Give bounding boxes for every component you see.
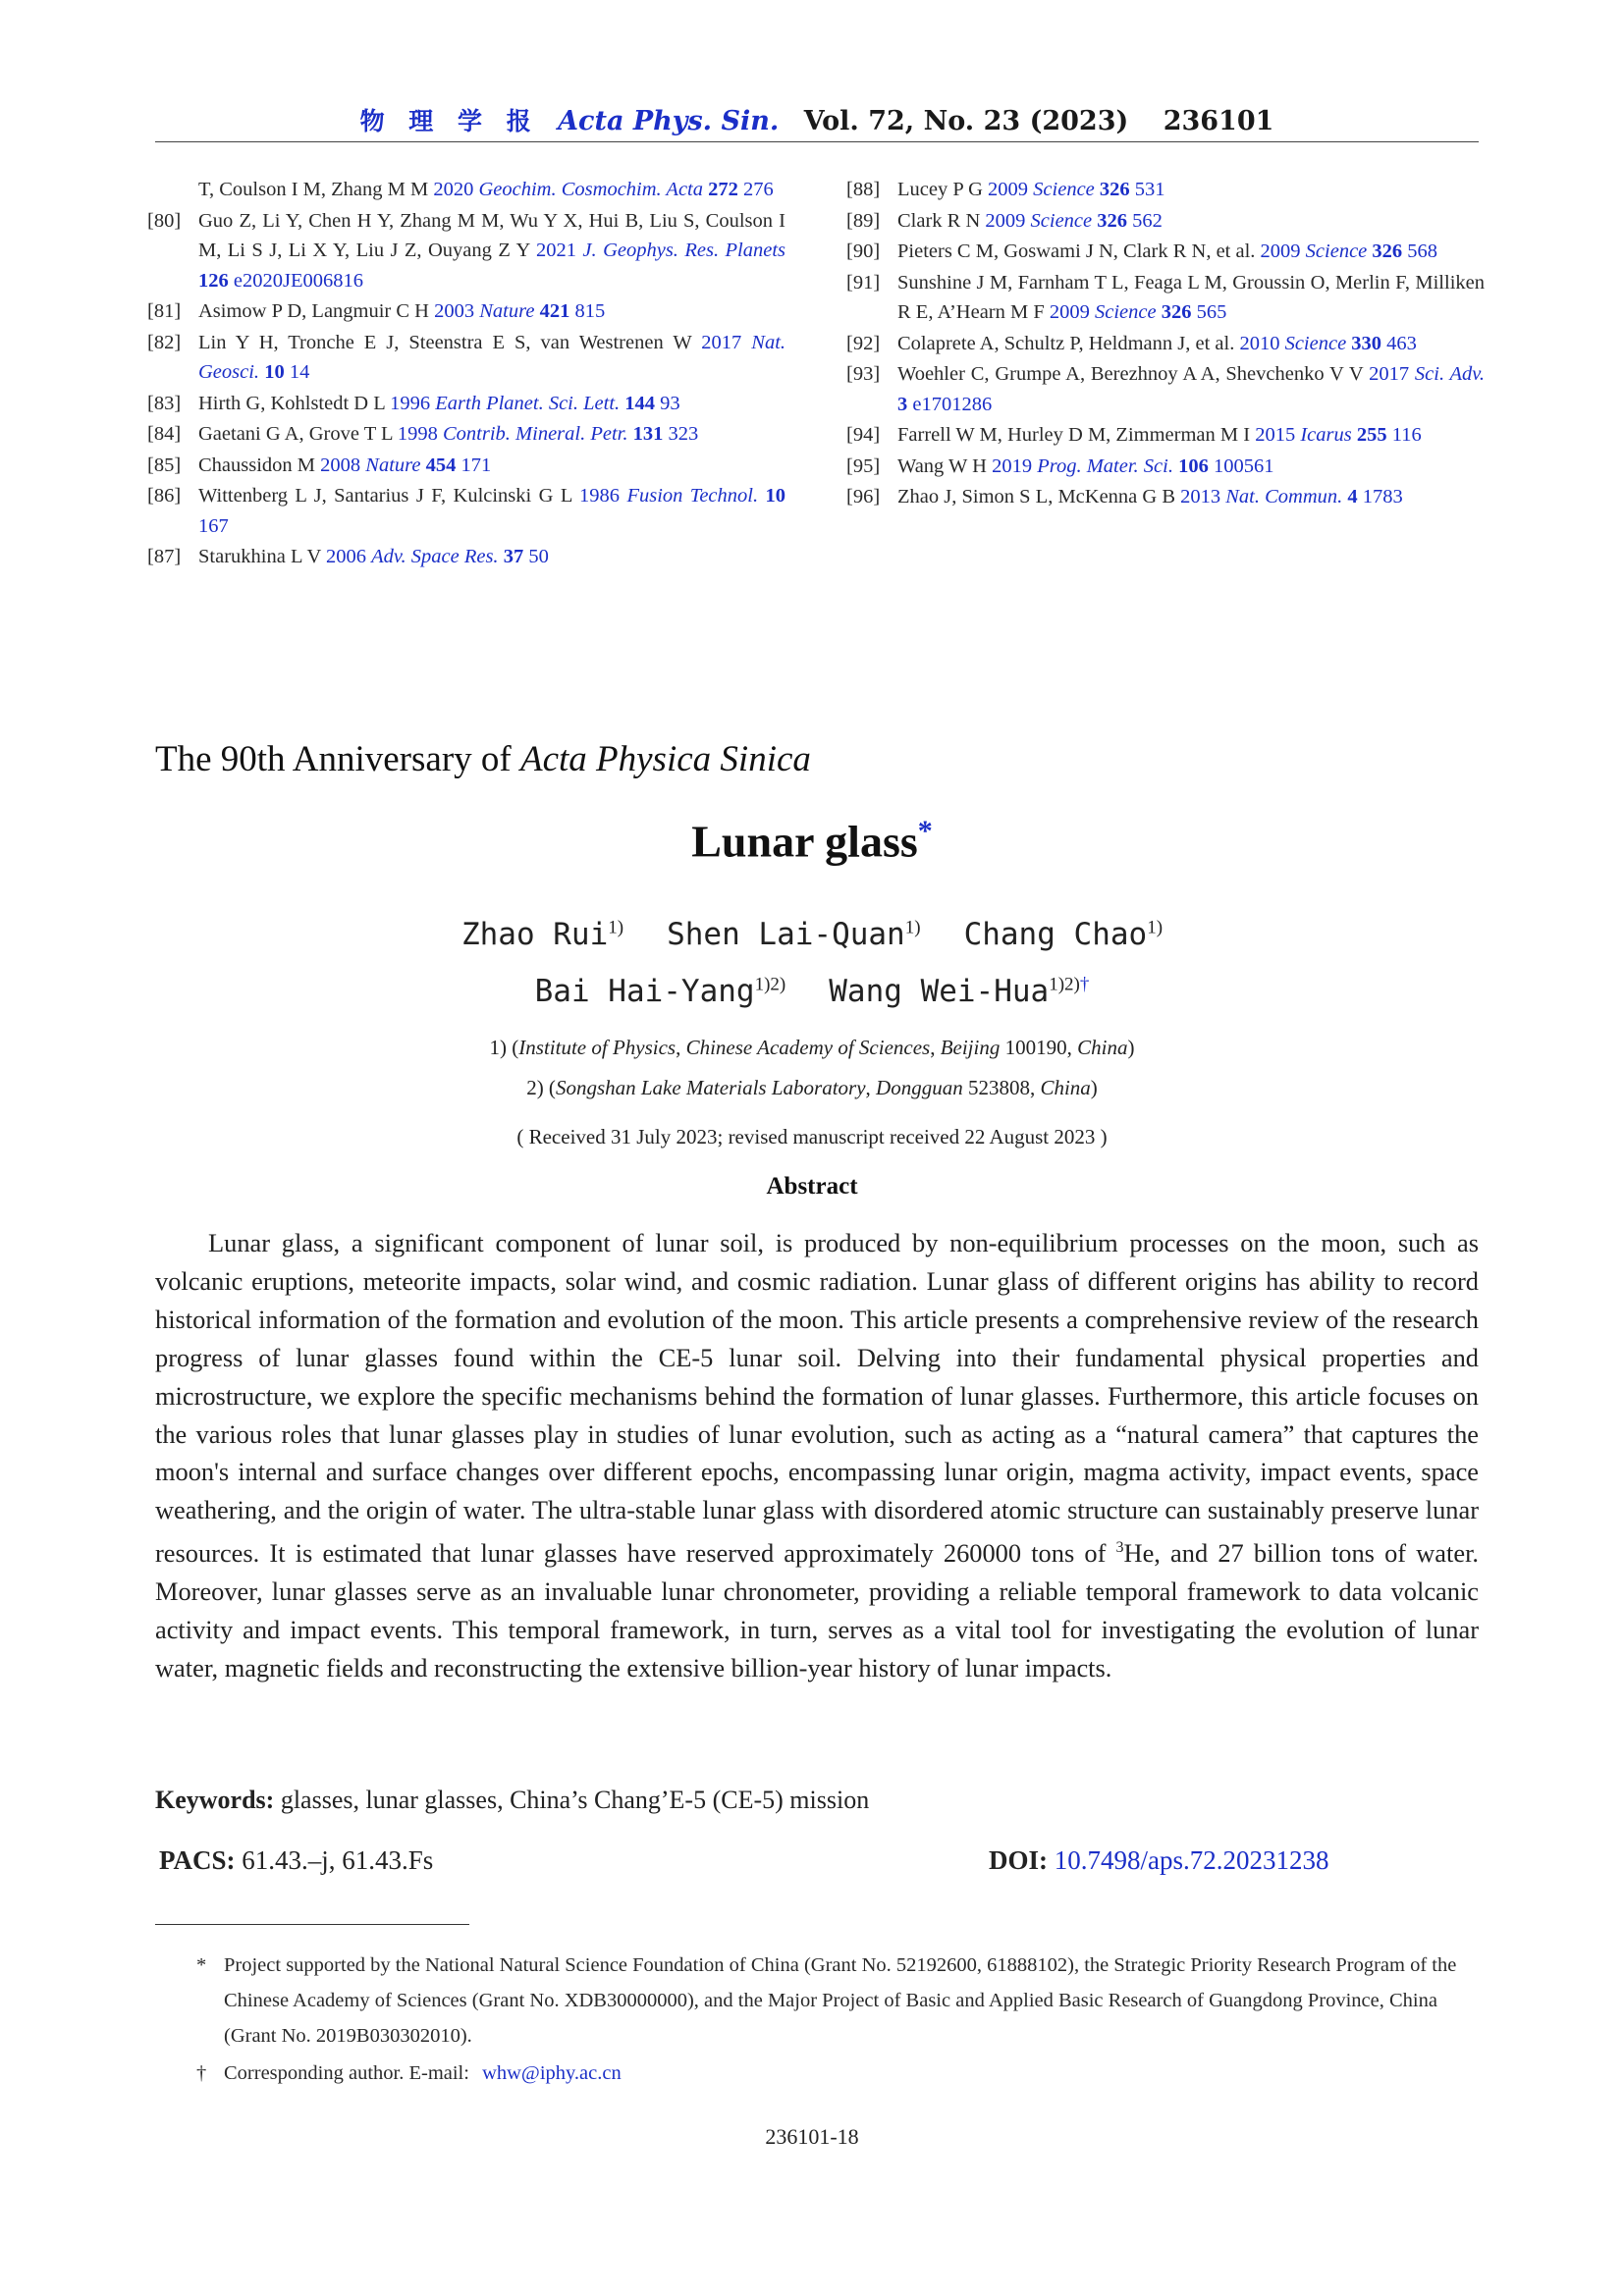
author-name-text: Zhao Rui	[460, 917, 609, 952]
reference-number: [83]	[147, 392, 182, 414]
anniversary-journal: Acta Physica Sinica	[519, 739, 811, 779]
author-affiliation-number: 1)	[608, 917, 624, 938]
ref-page-link[interactable]: 463	[1386, 332, 1417, 354]
ref-journal-link[interactable]: Nat. Geosci.	[198, 331, 786, 383]
article-title-text: Lunar glass	[691, 816, 918, 867]
reference-text: Chaussidon M	[198, 454, 321, 476]
ref-journal-link[interactable]: Science	[1305, 240, 1368, 262]
reference-number: [89]	[846, 209, 881, 232]
ref-journal-link[interactable]: J. Geophys. Res. Planets	[582, 240, 785, 261]
footnote-rule	[155, 1924, 469, 1925]
author-affiliation-number: 1)	[904, 917, 921, 938]
ref-journal-link[interactable]: Science	[1095, 301, 1157, 323]
author-list-row-1	[0, 917, 1624, 952]
reference-text	[897, 482, 1485, 512]
ref-page-link[interactable]: 171	[460, 454, 492, 476]
ref-journal-link[interactable]: Science	[1033, 179, 1095, 200]
reference-text: Hirth G, Kohlstedt D L	[198, 392, 391, 414]
funding-footnote-mark: *	[196, 1954, 207, 1976]
ref-year-link[interactable]: 2020	[433, 179, 474, 200]
ref-journal-link[interactable]: Prog. Mater. Sci.	[1037, 454, 1173, 477]
ref-year-link[interactable]: 2015	[1255, 424, 1296, 446]
ref-volume-link[interactable]: 131	[632, 423, 664, 445]
reference-item	[846, 329, 1485, 359]
ref-volume-link[interactable]: 144	[624, 392, 656, 414]
affiliation-italic: China	[1077, 1036, 1128, 1059]
reference-text: Lin Y H, Tronche E J, Steenstra E S, van Westrenen W	[198, 331, 702, 353]
reference-text	[897, 452, 1485, 482]
funding-footnote-text: Project supported by the National Natural Science Foundation of China (Grant No. 52192600, 61888102), the Strategic Priority Research Program of the Chinese Academy of Sciences (Grant No. XDB30000000), and the Major Project of Basic and Applied Basic Research of Guangdong Province, China (Grant No. 2019B030302010).	[224, 1954, 1457, 2047]
abstract-text-part-2: He, and 27 billion tons of water. Moreover, lunar glasses serve as an invaluable lunar chronometer, providing a reliable temporal framework to data volcanic activity and impact events. This temporal framework, in turn, serves as a vital tool for investigating the evolution of lunar water, magnetic fields and reconstructing the extensive billion-year history of lunar impacts.	[155, 1538, 1479, 1682]
reference-number: [92]	[846, 332, 881, 354]
reference-number: [88]	[846, 179, 881, 200]
ref-page-link[interactable]: e2020JE006816	[233, 269, 363, 292]
doi-link[interactable]: 10.7498/aps.72.20231238	[1054, 1845, 1329, 1875]
reference-number: [90]	[846, 240, 881, 262]
ref-journal-link[interactable]: Science	[1030, 209, 1093, 232]
doi-label: DOI:	[989, 1845, 1048, 1875]
ref-page-link[interactable]: 93	[660, 392, 680, 414]
reference-item	[147, 175, 785, 205]
received-dates: ( Received 31 July 2023; revised manuscript received 22 August 2023 )	[516, 1125, 1108, 1148]
reference-text	[897, 268, 1485, 328]
reference-text: Sunshine J M, Farnham T L, Feaga L M, Groussin O, Merlin F, Milliken R E, A’Hearn M F	[897, 271, 1485, 323]
reference-text: Gaetani G A, Grove T L	[198, 423, 398, 445]
affiliation-text: 100190,	[1000, 1036, 1078, 1059]
running-header	[155, 102, 1479, 137]
reference-text	[198, 419, 785, 450]
ref-year-link[interactable]: 2021	[535, 240, 576, 261]
affiliation-text: ,	[676, 1036, 686, 1059]
journal-name-english[interactable]: Acta Phys. Sin.	[558, 106, 780, 136]
anniversary-banner	[155, 738, 811, 780]
reference-number: [82]	[147, 331, 182, 353]
ref-year-link[interactable]: 2017	[701, 331, 742, 353]
affiliation-italic: Songshan Lake Materials Laboratory	[555, 1076, 866, 1099]
reference-number: [94]	[846, 424, 881, 446]
ref-volume-link[interactable]: 326	[1099, 179, 1130, 200]
reference-number: [95]	[846, 454, 881, 477]
doi	[989, 1845, 1329, 1876]
page-number: 236101-18	[765, 2124, 859, 2149]
affiliation-italic: Beijing	[940, 1036, 1001, 1059]
reference-number: [93]	[846, 363, 881, 385]
reference-text	[897, 175, 1485, 205]
author-affiliation-marker	[755, 975, 786, 995]
ref-page-link[interactable]: 50	[528, 546, 549, 567]
reference-text: Starukhina L V	[198, 546, 327, 567]
reference-text: T, Coulson I M, Zhang M M	[198, 179, 434, 200]
keywords	[155, 1786, 869, 1815]
author-name-text: Bai Hai-Yang	[534, 974, 755, 1009]
ref-year-link[interactable]: 2009	[985, 209, 1026, 232]
article-title	[0, 815, 1624, 867]
abstract-text-part-1: Lunar glass, a significant component of lunar soil, is produced by non-equilibrium processes on the moon, such as volcanic eruptions, meteorite impacts, solar wind, and cosmic radiation. Lunar glass of different origins has ability to record historical information of the formation and evolution of the moon. This article presents a comprehensive review of the research progress of lunar glasses found within the CE-5 lunar soil. Delving into their fundamental physical properties and microstructure, we explore the specific mechanisms behind the formation of lunar glasses. Furthermore, this article focuses on the various roles that lunar glasses play in studies of lunar evolution, such as acting as a “natural camera” that captures the moon's internal and surface changes over different epochs, encompassing lunar origin, magma activity, impact events, space weathering, and the origin of water. The ultra-stable lunar glass with disordered atomic structure can sustainably preserve lunar resources. It is estimated that lunar glasses have reserved approximately 260000 tons of	[155, 1228, 1479, 1569]
affiliation-1	[0, 1036, 1624, 1060]
reference-text: Farrell W M, Hurley D M, Zimmerman M I	[897, 424, 1256, 446]
ref-volume-link[interactable]: 326	[1372, 240, 1403, 262]
reference-text: Clark R N	[897, 209, 986, 232]
ref-page-link[interactable]: 562	[1132, 209, 1163, 232]
ref-year-link[interactable]: 2017	[1369, 363, 1410, 385]
author-affiliation-number: 1)2)	[754, 974, 786, 995]
ref-journal-link[interactable]: Nat. Commun.	[1225, 486, 1343, 507]
author-name-text: Shen Lai-Quan	[667, 917, 905, 952]
ref-page-link[interactable]: 565	[1196, 301, 1227, 323]
reference-text: Lucey P G	[897, 179, 989, 200]
ref-year-link[interactable]: 2013	[1180, 486, 1221, 507]
reference-item	[846, 175, 1485, 205]
volume-citation: Vol. 72, No. 23 (2023)	[803, 106, 1129, 136]
reference-text	[198, 542, 785, 572]
ref-volume-link[interactable]: 454	[425, 454, 457, 476]
reference-item	[147, 451, 785, 481]
author-name	[829, 974, 1089, 1009]
author-name	[667, 917, 920, 952]
reference-text	[897, 359, 1485, 419]
reference-number: [86]	[147, 485, 182, 507]
ref-journal-link[interactable]: Science	[1284, 332, 1347, 354]
reference-number: [85]	[147, 454, 182, 476]
ref-volume-link[interactable]: 326	[1161, 301, 1192, 323]
ref-page-link[interactable]: 276	[743, 179, 774, 200]
ref-year-link[interactable]: 2006	[326, 546, 367, 567]
ref-year-link[interactable]: 1996	[390, 392, 431, 414]
reference-item	[147, 481, 785, 541]
ref-volume-link[interactable]: 326	[1097, 209, 1127, 232]
pacs	[159, 1845, 433, 1876]
reference-text: Asimow P D, Langmuir C H	[198, 300, 435, 322]
ref-journal-link[interactable]: Sci. Adv.	[1414, 363, 1485, 385]
reference-number: [80]	[147, 209, 182, 232]
reference-text	[198, 481, 785, 541]
reference-number: [96]	[846, 486, 881, 507]
reference-number: [81]	[147, 300, 182, 322]
affiliation-italic: Institute of Physics	[518, 1036, 677, 1059]
ref-volume-link[interactable]: 10	[765, 485, 786, 507]
author-name	[535, 974, 786, 1009]
affiliation-text: 523808,	[962, 1076, 1041, 1099]
ref-volume-link[interactable]: 3	[897, 393, 908, 415]
reference-item	[147, 328, 785, 388]
reference-text	[897, 420, 1485, 451]
ref-year-link[interactable]: 2019	[992, 454, 1033, 477]
affiliation-italic: China	[1040, 1076, 1091, 1099]
pacs-label: PACS:	[159, 1845, 236, 1875]
keywords-value: glasses, lunar glasses, China’s Chang’E-5 (CE-5) mission	[274, 1786, 870, 1814]
ref-page-link[interactable]: 1783	[1362, 486, 1403, 507]
corresponding-author-dagger[interactable]: †	[1079, 974, 1090, 995]
reference-text: Colaprete A, Schultz P, Heldmann J, et al.	[897, 332, 1240, 354]
reference-text	[897, 329, 1485, 359]
reference-item	[147, 542, 785, 572]
ref-volume-link[interactable]: 272	[708, 179, 738, 200]
ref-volume-link[interactable]: 106	[1178, 454, 1209, 477]
corresponding-author-footnote	[196, 2056, 1479, 2091]
reference-text	[198, 328, 785, 388]
ref-journal-link[interactable]: Fusion Technol.	[626, 485, 759, 507]
funding-footnote	[196, 1948, 1479, 2054]
author-name-text: Wang Wei-Hua	[829, 974, 1050, 1009]
author-name-text: Chang Chao	[963, 917, 1148, 952]
author-name	[461, 917, 623, 952]
author-affiliation-marker	[1147, 918, 1163, 938]
reference-text: Wang W H	[897, 454, 993, 477]
reference-text: Wittenberg L J, Santarius J F, Kulcinski G L	[198, 485, 580, 507]
reference-number: [84]	[147, 423, 182, 445]
reference-text	[198, 206, 785, 296]
ref-year-link[interactable]: 2003	[434, 300, 475, 322]
header-rule	[155, 141, 1479, 142]
reference-text	[897, 206, 1485, 237]
author-name	[964, 917, 1163, 952]
reference-text	[198, 389, 785, 419]
reference-text	[198, 451, 785, 481]
ref-year-link[interactable]: 1986	[579, 485, 621, 507]
ref-year-link[interactable]: 1998	[397, 423, 438, 445]
reference-item	[846, 206, 1485, 237]
reference-text	[758, 485, 765, 507]
ref-year-link[interactable]: 2009	[1260, 240, 1301, 262]
corresponding-author-mark: †	[196, 2062, 207, 2084]
author-affiliation-marker	[608, 918, 623, 938]
reference-item	[846, 452, 1485, 482]
ref-page-link[interactable]: 323	[668, 423, 699, 445]
ref-journal-link[interactable]: Geochim. Cosmochim. Acta	[478, 179, 703, 200]
ref-journal-link[interactable]: Earth Planet. Sci. Lett.	[435, 392, 621, 414]
author-affiliation-marker	[1049, 975, 1089, 995]
ref-page-link[interactable]: 568	[1407, 240, 1438, 262]
ref-journal-link[interactable]: Adv. Space Res.	[371, 546, 499, 567]
ref-year-link[interactable]: 2009	[988, 179, 1029, 200]
reference-item	[846, 420, 1485, 451]
reference-item	[846, 268, 1485, 328]
ref-page-link[interactable]: e1701286	[912, 393, 993, 415]
reference-text: Guo Z, Li Y, Chen H Y, Zhang M M, Wu Y X, Hui B, Liu S, Coulson I M, Li S J, Li X Y, Liu J Z, Ouyang Z Y	[198, 209, 785, 261]
anniversary-prefix: The 90th Anniversary of	[155, 739, 520, 779]
reference-item	[147, 389, 785, 419]
helium-isotope-superscript: 3	[1115, 1539, 1124, 1557]
affiliation-2	[0, 1076, 1624, 1100]
ref-page-link[interactable]: 531	[1134, 179, 1165, 200]
ref-volume-link[interactable]: 126	[198, 269, 229, 292]
affiliation-number: 2) (	[526, 1076, 556, 1099]
reference-number: [87]	[147, 546, 182, 567]
references-right-column	[846, 175, 1485, 513]
reference-number: [91]	[846, 271, 881, 294]
ref-journal-link[interactable]: Nature	[365, 454, 421, 476]
ref-page-link[interactable]: 116	[1391, 424, 1422, 446]
ref-year-link[interactable]: 2010	[1239, 332, 1280, 354]
reference-item	[147, 419, 785, 450]
corresponding-author-label: Corresponding author. E-mail:	[224, 2062, 469, 2084]
ref-volume-link[interactable]: 10	[264, 361, 285, 383]
reference-text: Woehler C, Grumpe A, Berezhnoy A A, Shevchenko V V	[897, 363, 1370, 385]
article-number: 236101	[1163, 106, 1274, 136]
reference-item	[846, 359, 1485, 419]
ref-year-link[interactable]: 2008	[320, 454, 361, 476]
ref-year-link[interactable]: 2009	[1049, 301, 1090, 323]
affiliation-close-paren: )	[1090, 1076, 1098, 1099]
corresponding-author-email-link[interactable]: whw@iphy.ac.cn	[482, 2062, 622, 2084]
reference-item	[147, 206, 785, 296]
pacs-value: 61.43.–j, 61.43.Fs	[235, 1845, 434, 1875]
reference-text	[897, 237, 1485, 267]
ref-page-link[interactable]: 100561	[1213, 454, 1274, 477]
ref-volume-link[interactable]: 330	[1351, 332, 1382, 354]
reference-text	[198, 175, 785, 205]
affiliation-italic: Chinese Academy of Sciences	[685, 1036, 931, 1059]
references-left-column	[147, 175, 785, 573]
ref-volume-link[interactable]: 255	[1356, 424, 1387, 446]
reference-text: Pieters C M, Goswami J N, Clark R N, et al.	[897, 240, 1261, 262]
author-affiliation-number: 1)2)	[1049, 974, 1080, 995]
affiliation-italic: Dongguan	[876, 1076, 963, 1099]
reference-item	[147, 296, 785, 327]
funding-footnote-link[interactable]: *	[917, 815, 933, 847]
ref-journal-link[interactable]: Nature	[479, 300, 535, 322]
abstract-heading: Abstract	[766, 1173, 858, 1200]
reference-text: Zhao J, Simon S L, McKenna G B	[897, 486, 1181, 507]
affiliation-text: ,	[865, 1076, 877, 1099]
ref-page-link[interactable]: 815	[574, 300, 606, 322]
author-list-row-2	[0, 974, 1624, 1009]
author-affiliation-marker	[905, 918, 921, 938]
affiliation-number: 1) (	[489, 1036, 519, 1059]
ref-journal-link[interactable]: Icarus	[1300, 424, 1352, 446]
ref-page-link[interactable]: 167	[198, 514, 229, 537]
ref-journal-link[interactable]: Contrib. Mineral. Petr.	[443, 423, 628, 445]
reference-item	[846, 482, 1485, 512]
affiliation-text: ,	[930, 1036, 941, 1059]
reference-text	[198, 296, 785, 327]
reference-item	[846, 237, 1485, 267]
affiliation-close-paren: )	[1127, 1036, 1135, 1059]
journal-name-chinese[interactable]: 物 理 学 报	[359, 107, 539, 135]
ref-volume-link[interactable]: 421	[539, 300, 570, 322]
ref-volume-link[interactable]: 4	[1347, 486, 1358, 507]
ref-volume-link[interactable]: 37	[503, 546, 524, 567]
keywords-label: Keywords:	[155, 1786, 275, 1814]
reference-text	[741, 332, 751, 353]
author-affiliation-number: 1)	[1147, 917, 1164, 938]
abstract-text	[155, 1224, 1479, 1687]
ref-page-link[interactable]: 14	[289, 361, 310, 383]
